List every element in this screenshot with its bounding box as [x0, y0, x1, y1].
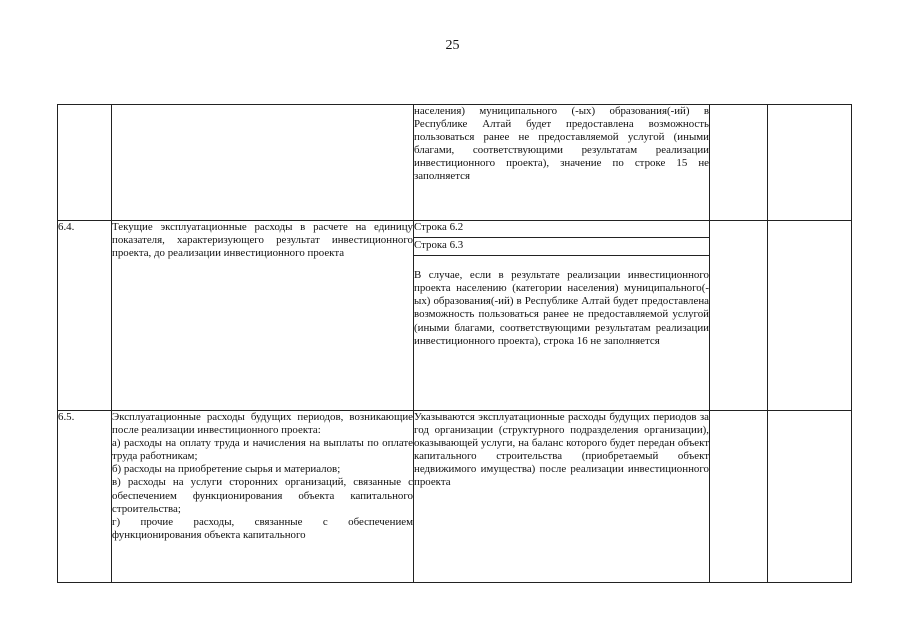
description-text: Указываются эксплуатационные расходы будущих периодов за год организации (структурного подразделения организации), оказывающей услуги, на баланс которого будет передан объект капитального строительства (приобретаемый объект недвижимого имущества) после реализации инвестиционного проекта [414, 411, 709, 489]
empty-value-cell [768, 221, 852, 411]
formula-numerator: Строка 6.2 [414, 221, 710, 238]
empty-value-cell [710, 411, 768, 583]
empty-value-cell [768, 105, 852, 221]
description-text: В случае, если в результате реализации инвестиционного проекта населению (категории населения) муниципального(-ых) образования(-ий) в Республике Алтай будет предоставлена возможность пользоваться ранее не предоставляемой услугой (иными благами, соответствующими результатам реализации инвестиционного проекта), строка 16 не заполняется [414, 269, 709, 347]
table-row [58, 221, 852, 411]
page-number: 25 [445, 38, 460, 53]
formula-denominator: Строка 6.3 [414, 238, 710, 256]
row-name-cell [112, 221, 414, 411]
table-row [58, 411, 852, 583]
row-number-cell: 6.5. [58, 411, 112, 583]
description-text: населения) муниципального (-ых) образования(-ий) в Республике Алтай будет предоставлена возможность пользоваться ранее не предоставляемой услугой (иными благами, соответствующими результатам реализации инвестиционного проекта), значение по строке 15 не заполняется [414, 105, 709, 183]
indicator-item: г) прочие расходы, связанные с обеспечением функционирования объекта капитального [112, 515, 413, 541]
indicator-table [57, 104, 852, 583]
indicator-item: б) расходы на приобретение сырья и материалов; [112, 463, 341, 476]
empty-value-cell [710, 105, 768, 221]
empty-value-cell [768, 411, 852, 583]
row-description-cell [414, 221, 710, 411]
row-description-cell [414, 105, 710, 221]
indicator-name: Текущие эксплуатационные расходы в расчете на единицу показателя, характеризующего результат инвестиционного проекта, до реализации инвестиционного проекта [112, 221, 413, 260]
row-name-cell [112, 411, 414, 583]
table-row [58, 105, 852, 221]
indicator-name: Эксплуатационные расходы будущих периодов, возникающие после реализации инвестиционного проекта: [112, 411, 413, 437]
indicator-item: в) расходы на услуги сторонних организаций, связанные с обеспечением функционирования объекта капитального строительства; [112, 476, 413, 515]
row-name-cell [112, 105, 414, 221]
row-number-cell [58, 105, 112, 221]
empty-value-cell [710, 221, 768, 411]
indicator-item: а) расходы на оплату труда и начисления на выплаты по оплате труда работникам; [112, 437, 413, 463]
row-description-cell [414, 411, 710, 583]
row-number-cell: 6.4. [58, 221, 112, 411]
